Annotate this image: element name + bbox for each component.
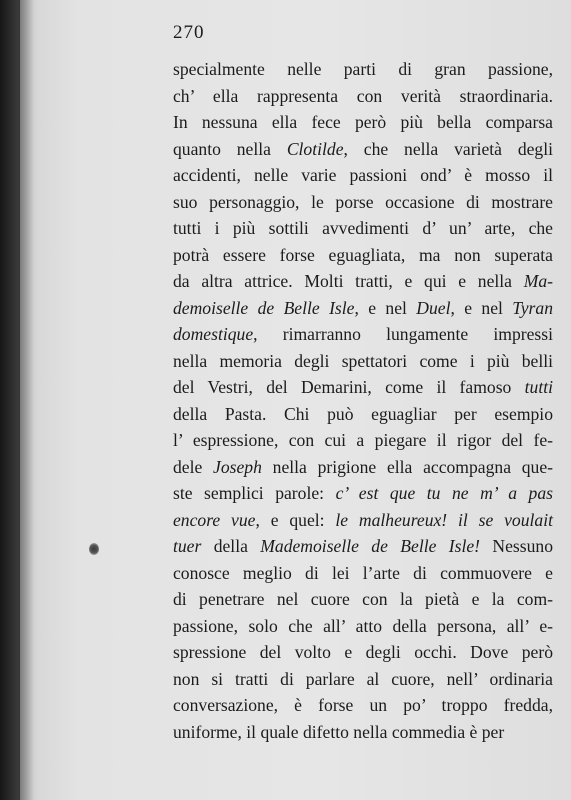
text-span: passione, solo che all’ atto della persona, all’ e- [173,615,553,636]
text-line [173,56,553,83]
text-line [173,639,553,666]
text-line [173,162,553,189]
text-span: della [201,536,261,556]
book-page [20,0,571,800]
text-span: della Pasta. Chi può eguagliar per esempio [173,403,553,424]
text-span: dele [173,456,214,477]
text-span: , e nel [354,297,417,318]
text-line [173,427,553,454]
text-span: Nessuno [480,536,553,556]
text-span: tutti i più sottili avvedimenti d’ un’ arte, che [173,218,553,238]
italic-text: Duel [416,297,451,318]
text-line [173,215,553,242]
italic-text: tutti [524,377,553,397]
text-line [173,613,553,640]
italic-text: tuer [173,536,202,556]
italic-text: domestique [173,324,254,344]
text-span: potrà essere forse eguagliata, ma non superata [173,244,553,265]
italic-text: Clotilde [286,138,344,159]
text-span: , rimarranno lungamente impressi [253,324,553,344]
text-span: non si tratti di parlare al cuore, nell’ ordinaria [173,668,553,689]
text-span: In nessuna ella fece però più bella comparsa [173,112,553,132]
italic-text: Mademoiselle de Belle Isle! [260,536,481,556]
text-span: , e nel [450,297,513,318]
italic-text: Joseph [213,456,262,477]
text-line [173,348,553,375]
text-span: , e quel: [255,509,336,530]
text-span: da altra attrice. Molti tratti, e qui e nella [173,271,524,291]
page-number: 270 [173,22,205,43]
text-line [173,321,553,348]
text-span: , che nella varietà degli [343,138,554,159]
text-line [173,586,553,613]
text-line [173,83,553,110]
text-line [173,268,553,295]
text-line [173,401,553,428]
text-span: specialmente nelle parti di gran passione, [173,59,553,79]
ink-spot [89,543,99,555]
text-span: suo personaggio, le porse occasione di mostrare [173,191,553,212]
text-span: del Vestri, del Demarini, come il famoso [173,377,525,397]
text-line [173,109,553,136]
text-line [173,533,553,560]
text-line [173,666,553,693]
text-span: di penetrare nel cuore con la pietà e la com- [173,589,553,609]
text-span: conversazione, è forse un po’ troppo fredda, [173,695,553,715]
text-line [173,136,553,163]
italic-text: encore vue [173,509,256,530]
text-line [173,560,553,587]
text-span: l’ espressione, con cui a piegare il rigor del fe- [173,430,553,450]
text-line [173,692,553,719]
italic-text: Tyran [512,297,553,318]
italic-text: c’ est que tu ne m’ a pas [335,483,553,503]
text-span: spressione del volto e degli occhi. Dove però [173,642,553,662]
text-span: nella memoria degli spettatori come i più belli [173,350,553,371]
text-line [173,480,553,507]
body-text [173,56,553,745]
text-span: conosce meglio di lei l’arte di commuovere e [173,562,553,583]
italic-text: demoiselle de Belle Isle [173,297,355,318]
text-span: quanto nella [173,138,287,159]
text-line [173,719,553,746]
text-span: accidenti, nelle varie passioni ond’ è mosso il [173,165,553,185]
text-span: nella prigione ella accompagna que- [261,456,553,477]
italic-text: le malheureux! il se voulait [335,509,553,530]
text-line [173,507,553,534]
text-line [173,374,553,401]
text-span: ste semplici parole: [173,483,336,503]
text-line [173,242,553,269]
italic-text: Ma- [523,271,553,291]
text-span: uniforme, il quale difetto nella commedia è per [173,721,505,742]
text-line [173,295,553,322]
text-line [173,189,553,216]
text-span: ch’ ella rappresenta con verità straordinaria. [173,85,553,106]
text-line [173,454,553,481]
